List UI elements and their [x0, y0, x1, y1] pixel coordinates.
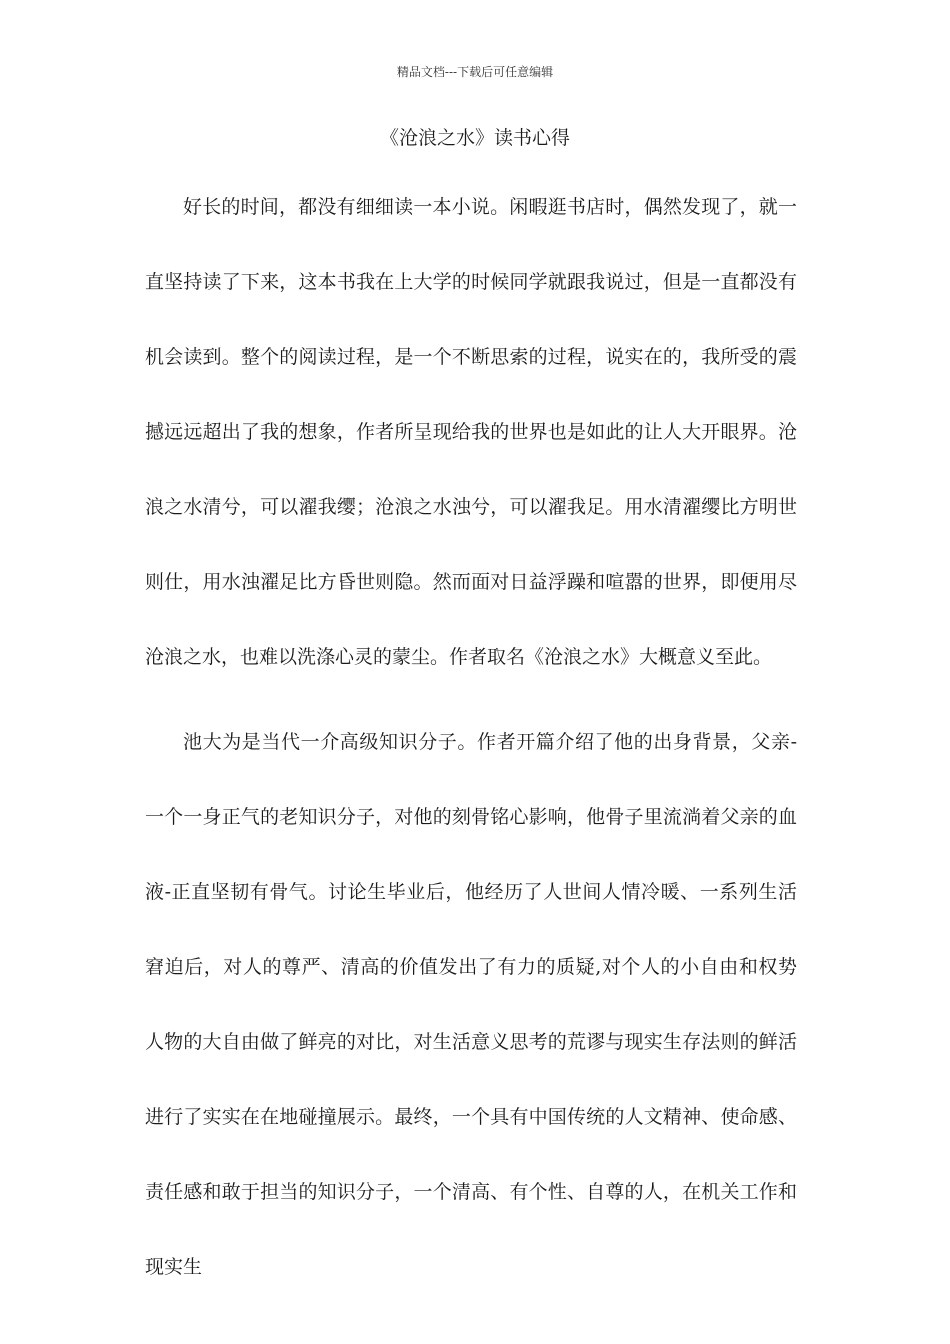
page-header: 精品文档---下载后可任意编辑: [396, 65, 554, 79]
document-title: 《沧浪之水》读书心得: [379, 127, 570, 149]
body-paragraph-2: 池大为是当代一介高级知识分子。作者开篇介绍了他的出身背景，父亲-一个一身正气的老知识分子，对他的刻骨铭心影响，他骨子里流淌着父亲的血液-正直坚韧有骨气。讨论生毕业后，他经历了人世间人情冷暖、一系列生活窘迫后，对人的尊严、清高的价值发出了有力的质疑,对个人的小自由和权势人物的大自由做了鲜亮的对比，对生活意义思考的荒谬与现实生存法则的鲜活进行了实实在在地碰撞展示。最终，一个具有中国传统的人文精神、使命感、责任感和敢于担当的知识分子，一个清高、有个性、自尊的人，在机关工作和现实生: [145, 731, 797, 1278]
body-paragraph-1: 好长的时间，都没有细细读一本小说。闲暇逛书店时，偶然发现了，就一直坚持读了下来，这本书我在上大学的时候同学就跟我说过，但是一直都没有机会读到。整个的阅读过程，是一个不断思索的过程，说实在的，我所受的震撼远远超出了我的想象，作者所呈现给我的世界也是如此的让人大开眼界。沧浪之水清兮，可以濯我缨；沧浪之水浊兮，可以濯我足。用水清濯缨比方明世则仕，用水浊濯足比方昏世则隐。然而面对日益浮躁和喧嚣的世界，即便用尽沧浪之水，也难以洗涤心灵的蒙尘。作者取名《沧浪之水》大概意义至此。: [145, 196, 797, 668]
